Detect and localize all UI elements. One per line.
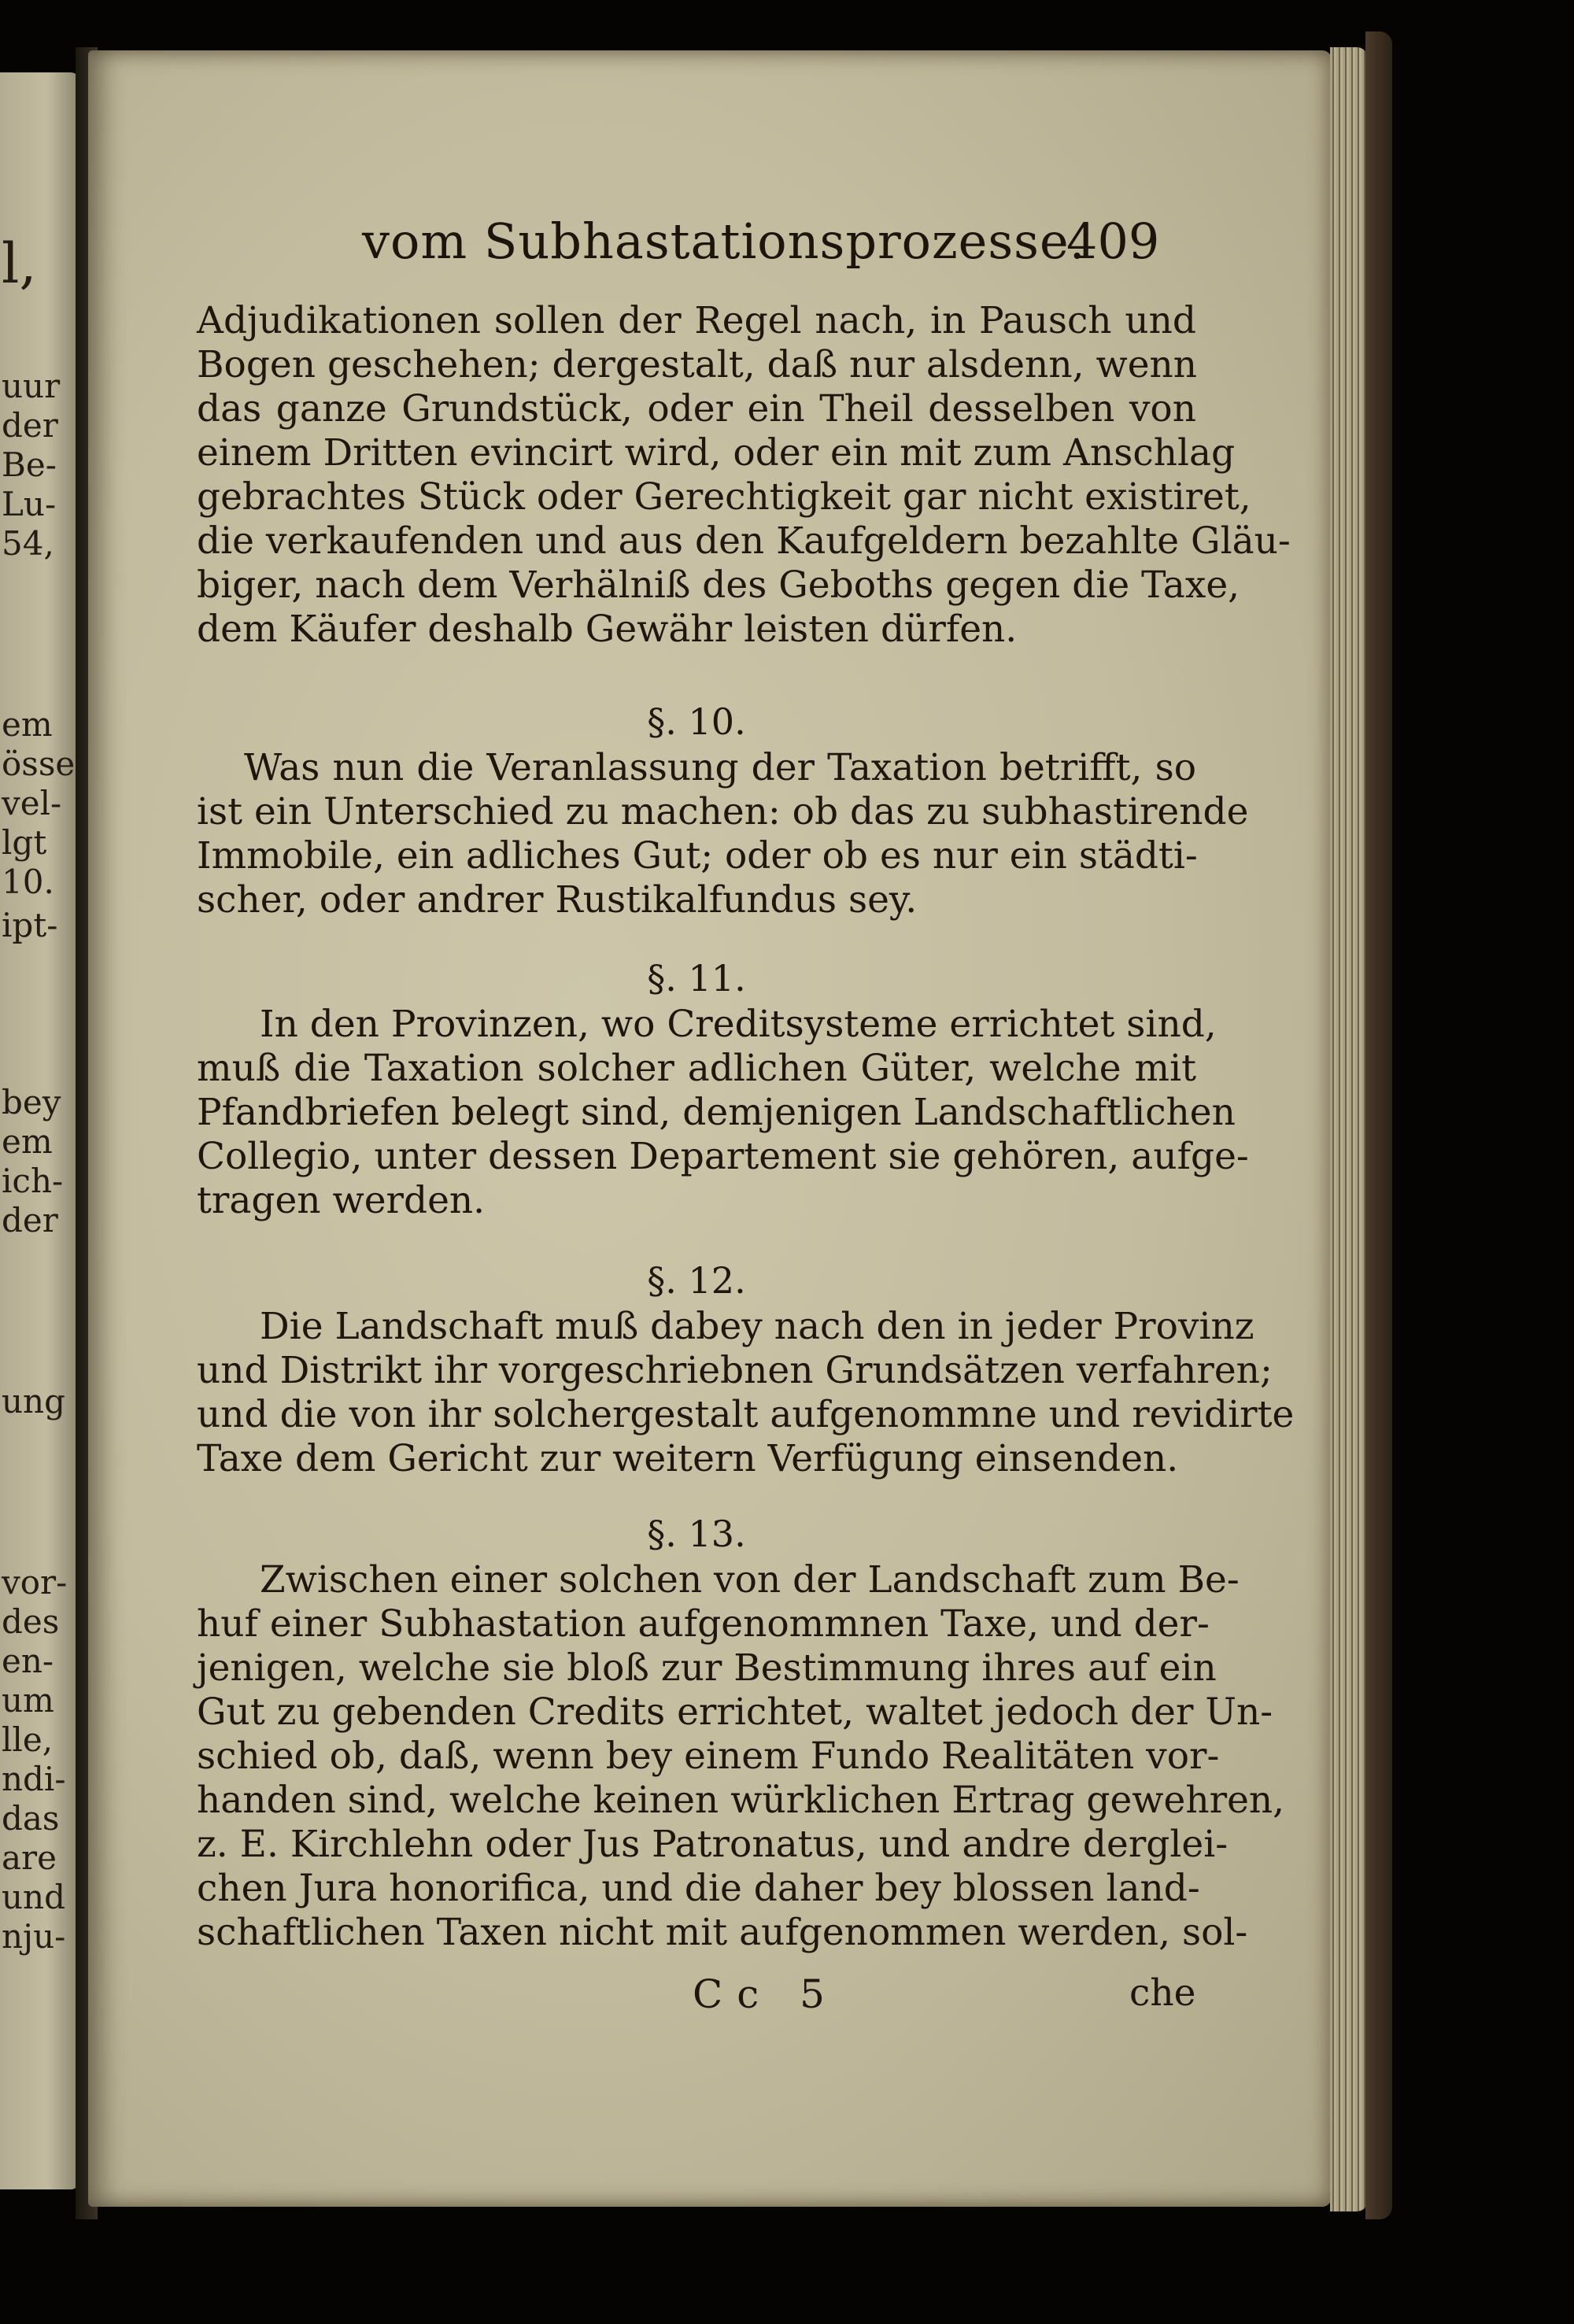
page-number: 409 <box>1066 212 1160 270</box>
section-heading-12: §. 12. <box>647 1259 746 1302</box>
body-line: muß die Taxation solcher adlichen Güter, welche mit <box>197 1047 1196 1090</box>
body-line: Zwischen einer solchen von der Landschaft zum Be- <box>260 1558 1240 1602</box>
section-heading-10: §. 10. <box>647 700 746 743</box>
left-page-fragment: des <box>2 1602 60 1641</box>
body-line: Adjudikationen sollen der Regel nach, in Pausch und <box>197 299 1196 342</box>
signature-mark: Cc 5 <box>693 1971 839 2017</box>
left-page-fragment: lle, <box>2 1720 54 1759</box>
left-page-fragment: bey <box>2 1083 61 1121</box>
left-page-fragment: vor- <box>2 1563 68 1602</box>
left-page-fragment: nju- <box>2 1917 66 1956</box>
left-page-fragment: össe <box>2 744 76 783</box>
body-line: tragen werden. <box>197 1179 486 1222</box>
body-line: und die von ihr solchergestalt aufgenommne und revidirte <box>197 1393 1295 1436</box>
body-line: biger, nach dem Verhälniß des Geboths gegen die Taxe, <box>197 563 1240 607</box>
section-heading-13: §. 13. <box>647 1513 746 1555</box>
body-line: In den Provinzen, wo Creditsysteme errichtet sind, <box>260 1003 1217 1046</box>
body-line: chen Jura honorifica, und die daher bey blossen land- <box>197 1867 1200 1910</box>
left-page-fragment: lgt <box>2 823 47 862</box>
body-line: das ganze Grundstück, oder ein Theil desselben von <box>197 387 1196 430</box>
body-line: huf einer Subhastation aufgenommnen Taxe, und der- <box>197 1602 1210 1646</box>
left-page-fragment: uur <box>2 367 61 405</box>
left-page-fragment: ndi- <box>2 1760 66 1798</box>
left-page-fragment: Lu- <box>2 485 57 523</box>
left-page-fragment: und <box>2 1878 65 1916</box>
section-heading-11: §. 11. <box>647 957 746 999</box>
left-page-fragment: en- <box>2 1642 54 1680</box>
left-facing-page <box>0 72 79 2189</box>
left-page-fragment: vel- <box>2 784 62 822</box>
body-line: Gut zu gebenden Credits errichtet, waltet jedoch der Un- <box>197 1690 1273 1734</box>
body-line: und Distrikt ihr vorgeschriebnen Grundsätzen verfahren; <box>197 1349 1273 1392</box>
body-line: Was nun die Veranlassung der Taxation betrifft, so <box>244 746 1196 789</box>
body-line: gebrachtes Stück oder Gerechtigkeit gar nicht existiret, <box>197 475 1251 519</box>
left-page-fragment: ich- <box>2 1162 64 1200</box>
body-line: jenigen, welche sie bloß zur Bestimmung ihres auf ein <box>197 1646 1217 1690</box>
body-line: schied ob, daß, wenn bey einem Fundo Realitäten vor- <box>197 1735 1220 1778</box>
left-page-fragment: are <box>2 1838 57 1877</box>
body-line: die verkaufenden und aus den Kaufgeldern bezahlte Gläu- <box>197 519 1291 563</box>
left-page-fragment: em <box>2 705 53 744</box>
body-line: schaftlichen Taxen nicht mit aufgenommen werden, sol- <box>197 1911 1248 1954</box>
left-page-fragment: Be- <box>2 445 57 484</box>
body-line: Immobile, ein adliches Gut; oder ob es nur ein städti- <box>197 834 1198 878</box>
body-line: handen sind, welche keinen würklichen Ertrag gewehren, <box>197 1779 1285 1822</box>
running-head <box>0 212 1574 275</box>
left-page-fragment: ipt- <box>2 906 58 944</box>
left-page-fragment: das <box>2 1799 60 1838</box>
body-line: einem Dritten evincirt wird, oder ein mit zum Anschlag <box>197 431 1236 475</box>
left-page-fragment: ung <box>2 1382 65 1421</box>
body-line: Collegio, unter dessen Departement sie gehören, aufge- <box>197 1135 1249 1178</box>
left-page-fragment: l, <box>2 231 37 296</box>
left-page-fragment: der <box>2 406 58 445</box>
left-page-fragment: der <box>2 1201 58 1240</box>
running-title: vom Subhastationsprozesse. <box>362 212 1086 270</box>
body-line: Pfandbriefen belegt sind, demjenigen Landschaftlichen <box>197 1091 1236 1134</box>
body-line: ist ein Unterschied zu machen: ob das zu subhastirende <box>197 790 1249 833</box>
left-page-fragment: em <box>2 1122 53 1161</box>
body-line: scher, oder andrer Rustikalfundus sey. <box>197 878 918 922</box>
page-edge-stack <box>1330 47 1368 2211</box>
left-page-fragment: um <box>2 1681 54 1720</box>
book-cover-edge <box>1365 31 1392 2219</box>
left-page-fragment: 10. <box>2 863 54 901</box>
body-line: Taxe dem Gericht zur weitern Verfügung einsenden. <box>197 1437 1179 1480</box>
body-line: Bogen geschehen; dergestalt, daß nur alsdenn, wenn <box>197 343 1198 386</box>
left-page-fragment: 54, <box>2 524 54 563</box>
body-line: z. E. Kirchlehn oder Jus Patronatus, und andre derglei- <box>197 1823 1229 1866</box>
catchword: che <box>1129 1971 1196 2015</box>
body-line: Die Landschaft muß dabey nach den in jeder Provinz <box>260 1305 1254 1348</box>
body-line: dem Käufer deshalb Gewähr leisten dürfen. <box>197 608 1018 651</box>
